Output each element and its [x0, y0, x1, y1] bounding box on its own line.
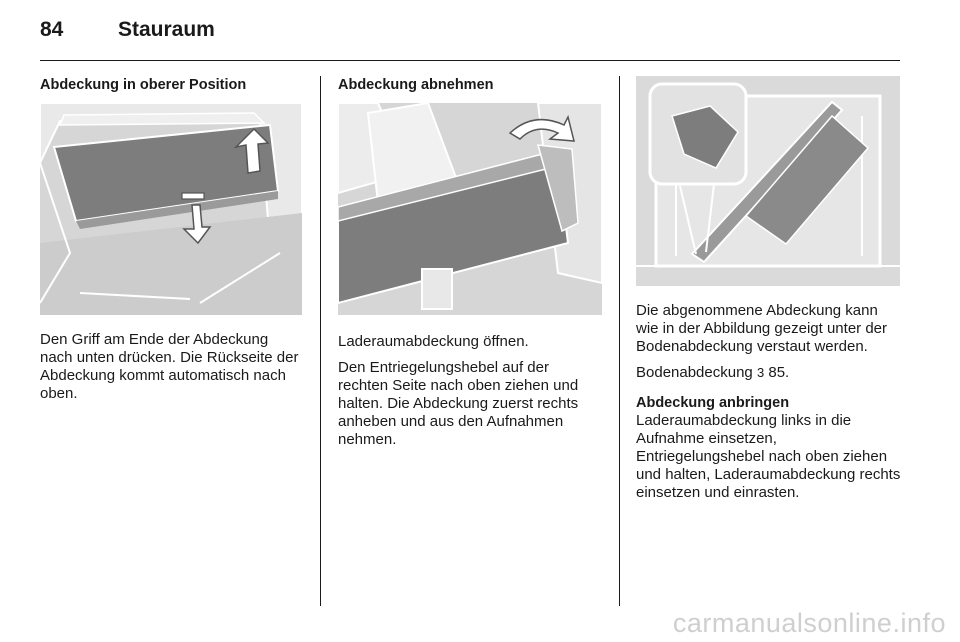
column-1 — [40, 76, 302, 403]
instruction-text-remove: Den Entriegelungshebel auf der rechten Seite nach oben ziehen und halten. Die Abdeckung zuerst rechts anheben und aus den Aufnahmen nehmen. — [338, 359, 579, 448]
instruction-text-open: Laderaumabdeckung öffnen. — [338, 333, 529, 350]
page-header — [40, 18, 215, 48]
stow-text: Die abgenommene Abdeckung kann wie in der Abbildung gezeigt unter der Bodenabdeckung verstaut werden. — [636, 302, 888, 355]
reference-page[interactable]: 85. — [768, 364, 790, 381]
instruction-text: Den Griff am Ende der Abdeckung nach unten drücken. Die Rückseite der Abdeckung kommt automatisch nach oben. — [40, 331, 299, 402]
column-divider — [619, 76, 620, 606]
column-3 — [636, 76, 902, 502]
attach-text: Laderaumabdeckung links in die Aufnahme einsetzen, Entriegelungshebel nach oben ziehen und halten, Laderaumabdeckung rechts einsetzen und einrasten. — [636, 412, 901, 501]
illustration-remove-cover — [338, 103, 602, 315]
watermark: carmanualsonline.info — [672, 608, 946, 638]
page-title: Stauraum — [118, 18, 215, 41]
reference-text: Bodenabdeckung — [636, 364, 753, 381]
section-heading-attach-cover: Abdeckung anbringen — [636, 395, 790, 411]
column-2 — [338, 76, 602, 449]
reference-arrow-icon: 3 — [756, 365, 765, 380]
cross-reference — [636, 364, 902, 382]
header-rule — [40, 60, 900, 61]
illustration-cover-upper-position — [40, 103, 302, 315]
section-heading-upper-position: Abdeckung in oberer Position — [40, 77, 247, 93]
section-heading-remove-cover: Abdeckung abnehmen — [338, 77, 494, 93]
illustration-stowed-cover — [636, 76, 900, 286]
page-number: 84 — [40, 18, 64, 41]
column-divider — [320, 76, 321, 606]
